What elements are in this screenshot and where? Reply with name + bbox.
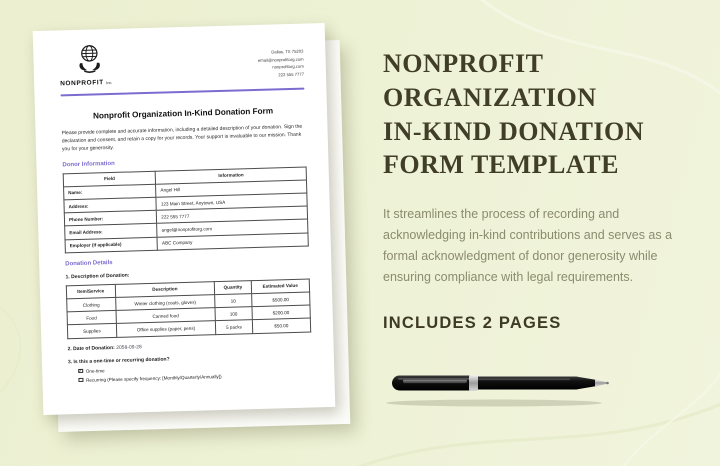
value-cell: ABC Company: [157, 233, 308, 250]
contact-email: email@nonprofitorg.com: [257, 56, 304, 63]
question-2-label: 2. Date of Donation:: [67, 344, 115, 352]
contact-website: nonprofitorg.com: [272, 63, 304, 70]
question-3-label: 3. Is this a one-time or recurring donation?: [67, 356, 170, 365]
column-header: Item/Service: [66, 284, 115, 299]
globe-hands-icon: [73, 43, 106, 78]
value-cell: angel@nonprofitorg.com: [157, 219, 308, 236]
field-cell: Name:: [64, 184, 157, 200]
title-line: ORGANIZATION: [383, 82, 597, 112]
question-1-label: 1. Description of Donation:: [65, 272, 130, 281]
pen-image: [376, 362, 614, 408]
title-line: IN-KIND DONATION: [383, 116, 645, 146]
option-label: Recurring (Please specify frequency: [Monthly/Quarterly/Annually]): [85, 373, 222, 383]
form-title: Nonprofit Organization In-Kind Donation Form: [92, 106, 274, 121]
document-page-1: [33, 23, 336, 415]
brand-suffix: Inc.: [106, 80, 113, 86]
contact-phone: 222 555 7777: [278, 71, 305, 77]
value-cell: 123 Main Street, Anytown, USA: [156, 193, 307, 210]
value-cell: Angel Hill: [156, 180, 307, 197]
includes-pages-badge: INCLUDES 2 PAGES: [383, 314, 562, 333]
item-cell: Clothing: [67, 297, 116, 312]
checkbox-checked-icon: ✓: [78, 367, 83, 374]
brand-block: [59, 43, 112, 87]
brand-name: NONPROFIT Inc.: [60, 79, 113, 88]
purple-divider: [60, 88, 304, 97]
donation-date-value: 2058-09-28: [116, 343, 142, 351]
description-cell: Canned food: [116, 308, 216, 324]
value-cell: $50.00: [252, 318, 311, 333]
section-heading-donation-details: Donation Details: [65, 259, 113, 268]
contact-block: [257, 38, 304, 80]
description-cell: Office supplies (paper, pens): [116, 321, 216, 337]
template-info-panel: [383, 47, 698, 333]
column-header: Information: [155, 167, 306, 184]
donation-items-table: [66, 278, 311, 339]
item-cell: Supplies: [67, 324, 116, 339]
value-cell: 222 555 7777: [157, 206, 308, 223]
section-heading-donor-information: Donor Information: [62, 160, 115, 169]
option-label: One-time: [85, 367, 105, 374]
quantity-cell: 10: [215, 294, 252, 308]
field-cell: Address:: [64, 197, 157, 213]
value-cell: $200.00: [252, 305, 311, 320]
title-line: FORM TEMPLATE: [383, 150, 619, 180]
intro-paragraph: Please provide complete and accurate information, including a detailed description of your donation. Sign the declaration and consent, and retain a copy for your records. Your support is invaluable to our mission. Thank you for your generosity.: [61, 123, 303, 153]
field-cell: Email Address:: [65, 224, 158, 240]
template-title: [383, 47, 698, 182]
contact-address: Dallas, TX 75203: [271, 48, 304, 55]
donor-info-table: [63, 166, 309, 253]
column-header: Quantity: [214, 280, 251, 294]
letterhead: [59, 38, 304, 88]
question-2-line: [67, 339, 311, 352]
field-cell: Phone Number:: [64, 210, 157, 226]
value-cell: $500.00: [251, 292, 310, 307]
column-header: Description: [115, 281, 215, 297]
item-cell: Food: [67, 311, 116, 326]
template-description: It streamlines the process of recording and acknowledging in-kind contributions and serves as a formal acknowledgment of donor generosity while ensuring compliance with legal requirements.: [383, 207, 673, 285]
description-cell: Winter clothing (coats, gloves): [115, 295, 215, 311]
field-cell: Employer (if applicable): [65, 237, 158, 253]
title-line: NONPROFIT: [383, 49, 544, 78]
column-header: Field: [63, 171, 156, 187]
quantity-cell: 100: [215, 307, 252, 321]
quantity-cell: 5 packs: [216, 320, 253, 334]
column-header: Estimated Value: [251, 279, 310, 294]
checkbox-empty-icon: [78, 378, 83, 383]
